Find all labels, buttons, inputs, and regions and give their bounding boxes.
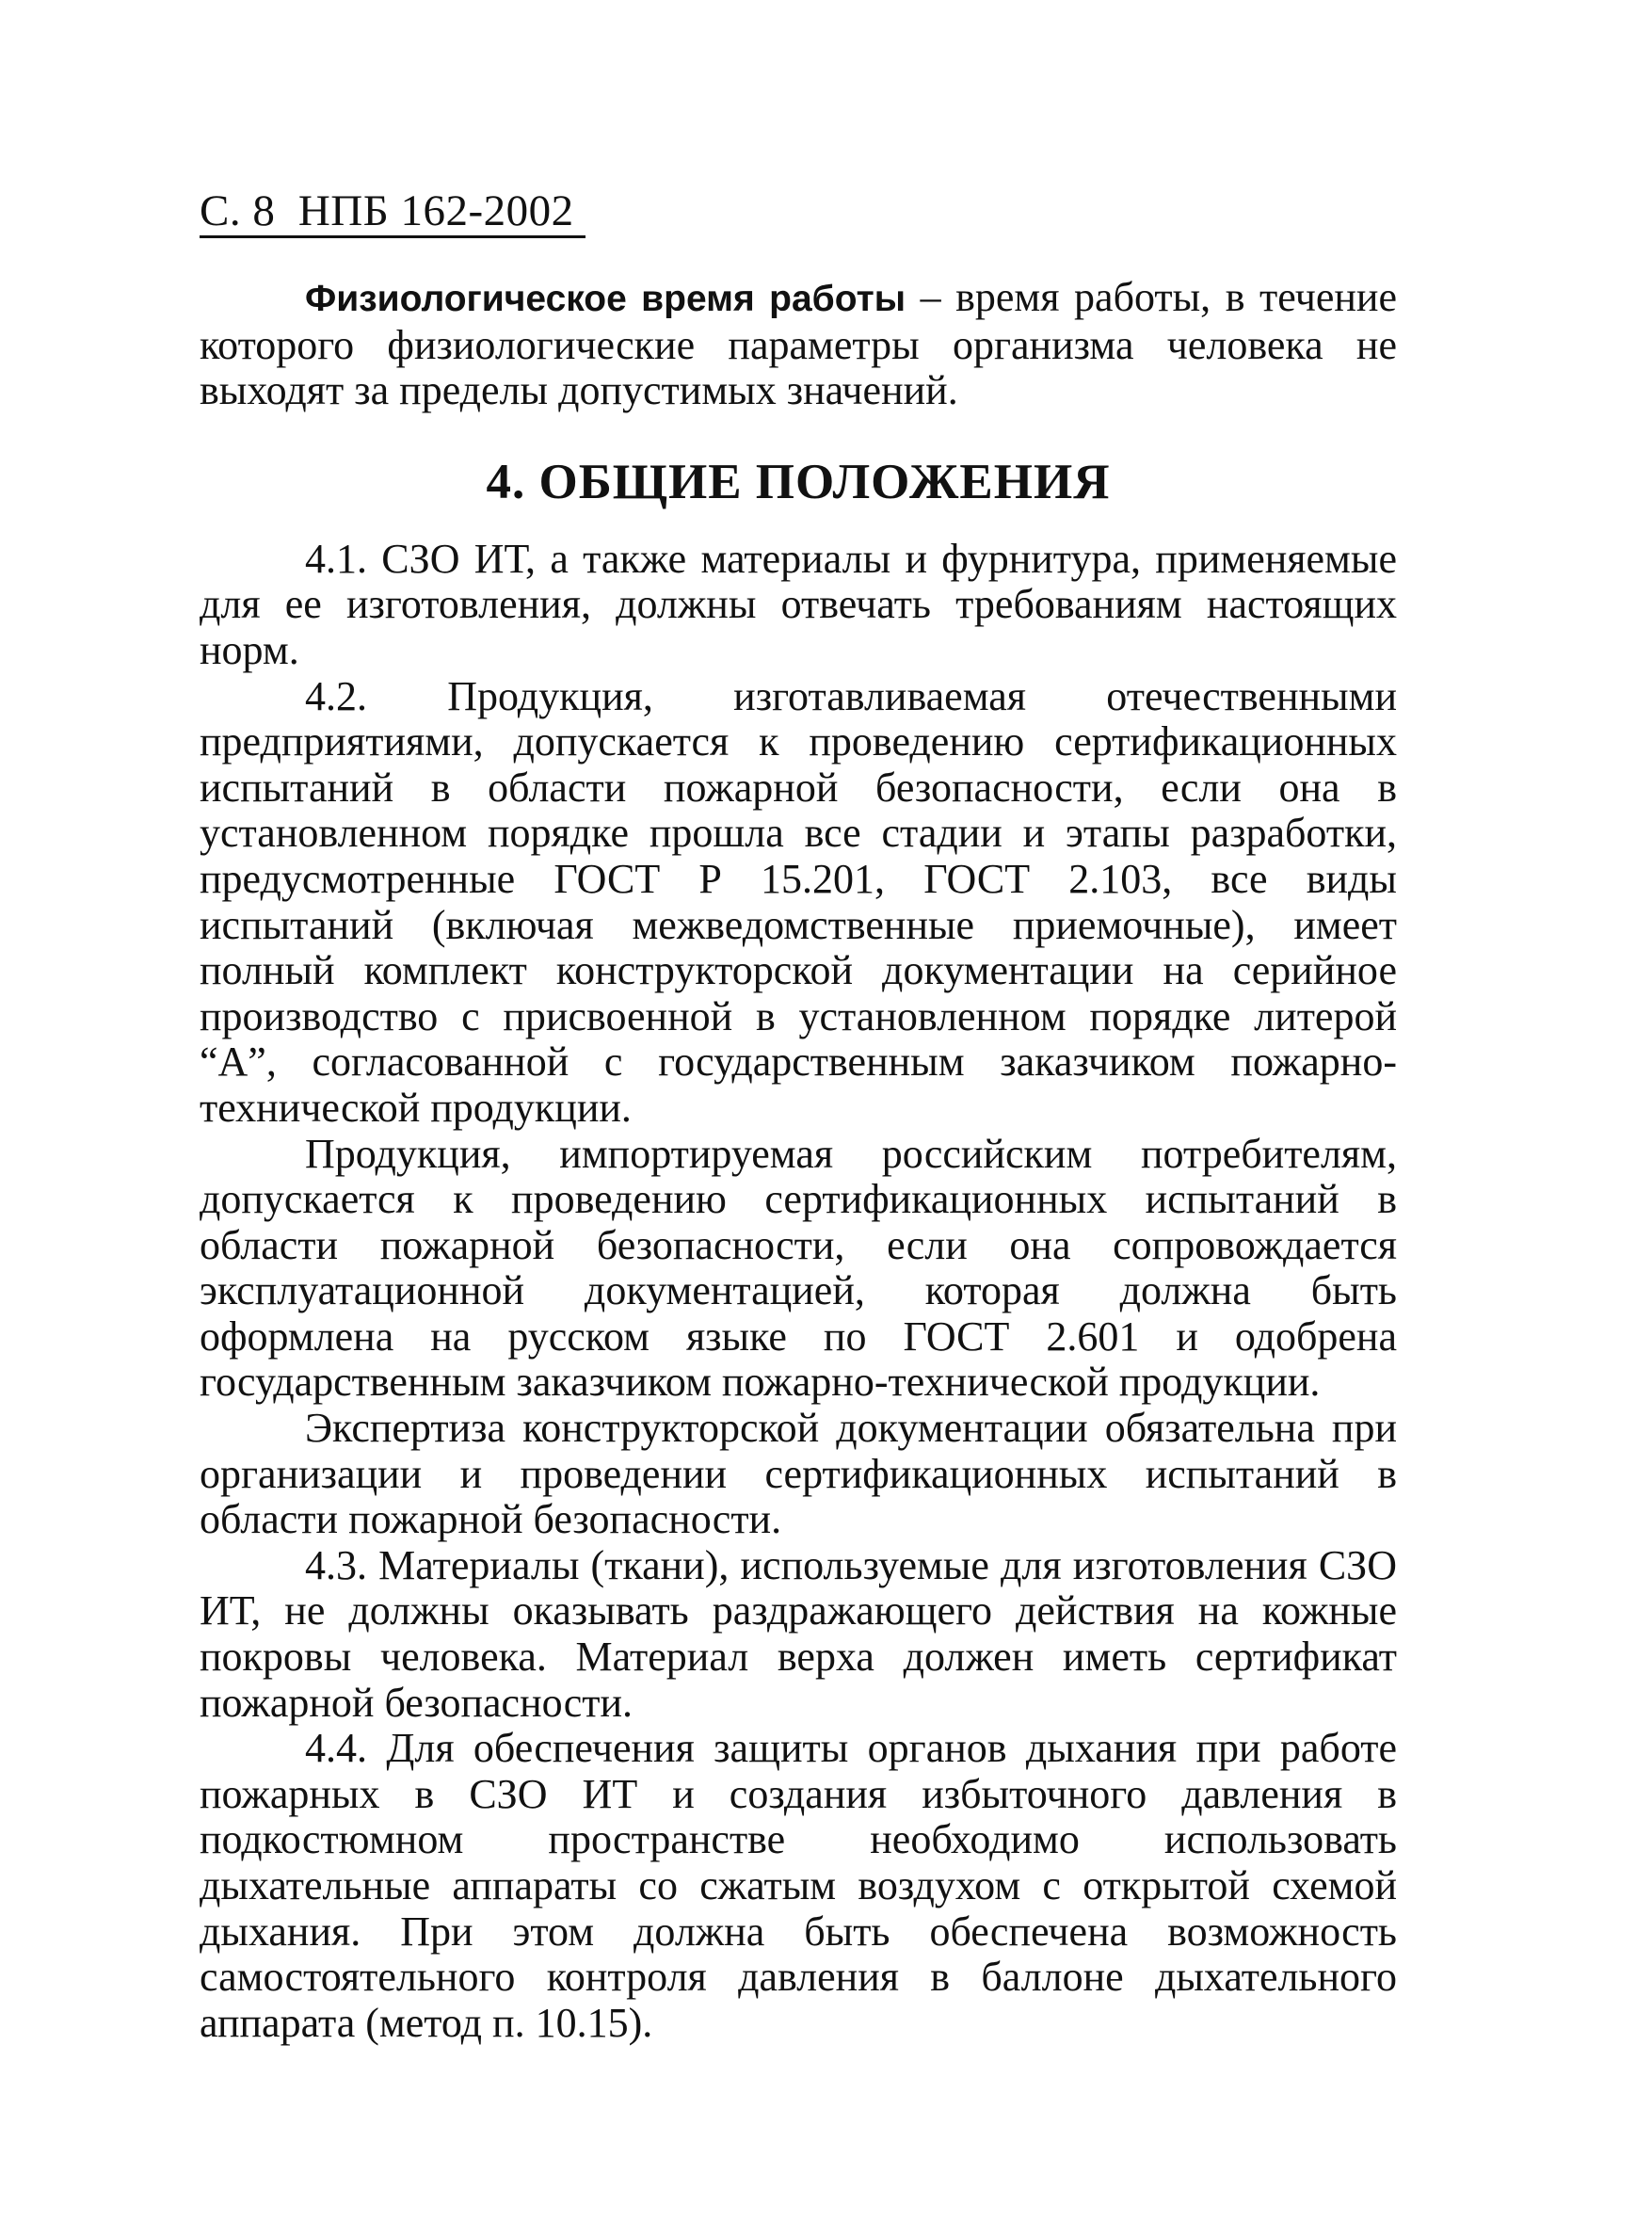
clause-4-2-expertise: Экспертиза конструкторской документации обязательна при организации и проведении сертификационных испытаний в области пожарной безопасности. <box>200 1405 1397 1543</box>
definition-paragraph <box>200 275 1397 414</box>
definition-term: Физиологическое время работы <box>305 279 906 319</box>
page-content <box>200 275 1397 2046</box>
header-underline <box>200 235 585 238</box>
running-header <box>200 185 574 237</box>
definition-text: – время работы, в течение которого физиологические параметры организма человека не выходят за пределы допустимых значений. <box>200 274 1397 414</box>
clause-4-1: 4.1. СЗО ИТ, а также материалы и фурнитура, применяемые для ее изготовления, должны отвечать требованиям настоящих норм. <box>200 535 1397 673</box>
clause-4-3: 4.3. Материалы (ткани), используемые для изготовления СЗО ИТ, не должны оказывать раздражающего действия на кожные покровы человека. Материал верха должен иметь сертификат пожарной безопасности. <box>200 1541 1397 1726</box>
document-code: НПБ 162-2002 <box>297 186 574 235</box>
section-title: 4. ОБЩИЕ ПОЛОЖЕНИЯ <box>486 454 1111 509</box>
clause-4-2-import: Продукция, импортируемая российским потребителям, допускается к проведению сертификационных испытаний в области пожарной безопасности, если она сопровождается эксплуатационной документацией, которая должна быть оформлена на русском языке по ГОСТ 2.601 и одобрена государственным заказчиком пожарно-технической продукции. <box>200 1130 1397 1406</box>
clause-4-4: 4.4. Для обеспечения защиты органов дыхания при работе пожарных в СЗО ИТ и создания избыточного давления в подкостюмном пространстве необходимо использовать дыхательные аппараты со сжатым воздухом с открытой схемой дыхания. При этом должна быть обеспечена возможность самостоятельного контроля давления в баллоне дыхательного аппарата (метод п. 10.15). <box>200 1725 1397 2046</box>
page-number: С. 8 <box>200 186 276 235</box>
clause-4-2: 4.2. Продукция, изготавливаемая отечественными предприятиями, допускается к проведению сертификационных испытаний в области пожарной безопасности, если она в установленном порядке прошла все стадии и этапы разработки, предусмотренные ГОСТ Р 15.201, ГОСТ 2.103, все виды испытаний (включая межведомственные приемочные), имеет полный комплект конструкторской документации на серийное производство с присвоенной в установленном порядке литерой “А”, согласованной с государственным заказчиком пожарно-технической продукции. <box>200 672 1397 1131</box>
